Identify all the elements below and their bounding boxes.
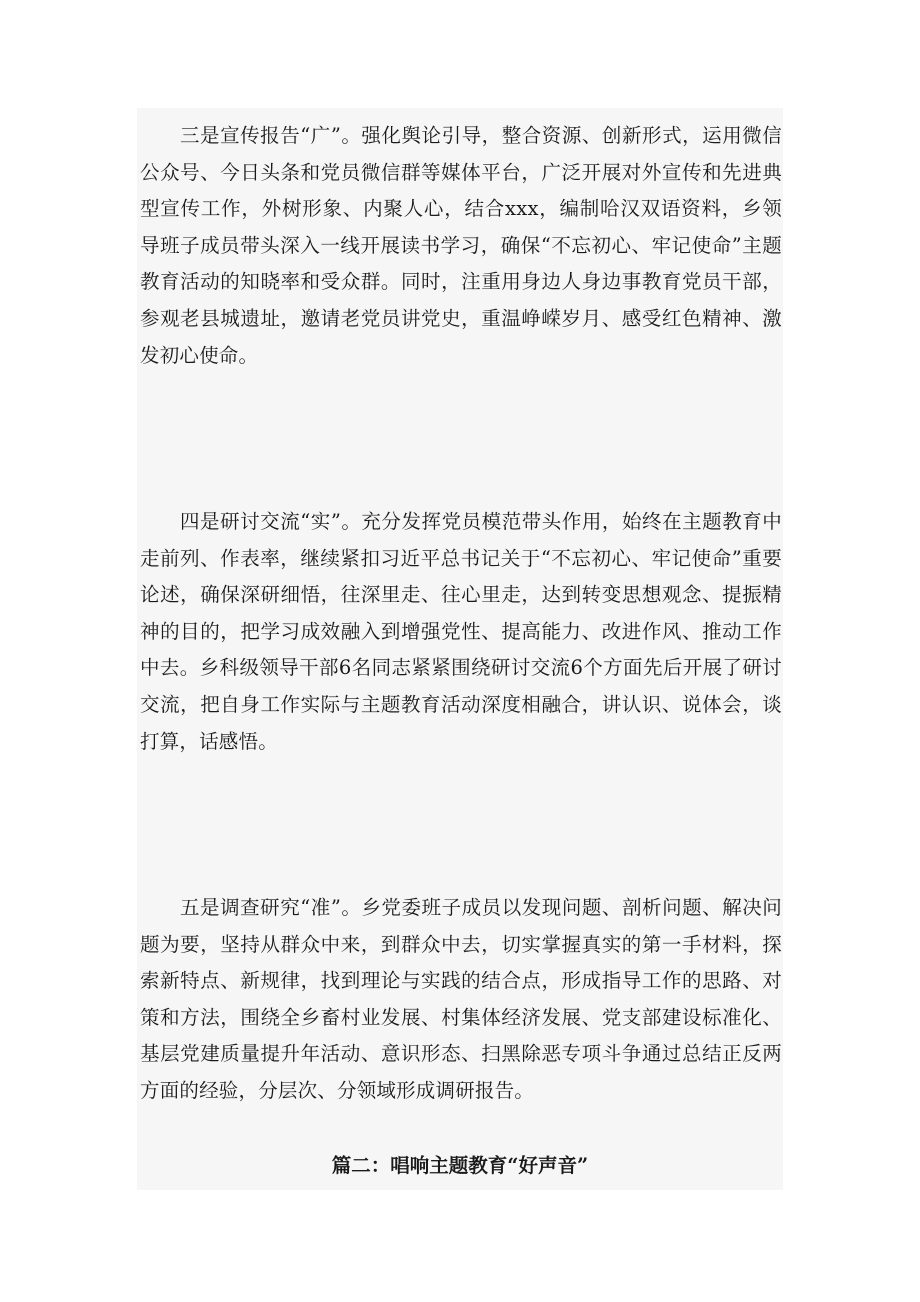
- section-heading-title: 唱响主题教育“好声音”: [390, 1154, 589, 1177]
- paragraph-publicity: 三是宣传报告“广”。强化舆论引导，整合资源、创新形式，运用微信公众号、今日头条和党员微信群等媒体平台，广泛开展对外宣传和先进典型宣传工作，外树形象、内聚人心，结合xxx，编制哈汉双语资料，乡领导班子成员带头深入一线开展读书学习，确保“不忘初心、牢记使命”主题教育活动的知晓率和受众群。同时，注重用身边人身边事教育党员干部，参观老县城遗址，邀请老党员讲党史，重温峥嵘岁月、感受红色精神、激发初心使命。: [140, 124, 782, 367]
- paragraph-discussion: 四是研讨交流“实”。充分发挥党员模范带头作用，始终在主题教育中走前列、作表率，继续紧扣习近平总书记关于“不忘初心、牢记使命”重要论述，确保深研细悟，往深里走、往心里走，达到转变思想观念、提振精神的目的，把学习成效融入到增强党性、提高能力、改进作风、推动工作中去。乡科级领导干部6名同志紧紧围绕研讨交流6个方面先后开展了研讨交流，把自身工作实际与主题教育活动深度相融合，讲认识、说体会，谈打算，话感悟。: [140, 510, 782, 753]
- section-heading: [137, 1150, 783, 1182]
- paragraph-research: 五是调查研究“准”。乡党委班子成员以发现问题、剖析问题、解决问题为要，坚持从群众中来，到群众中去，切实掌握真实的第一手材料，探索新特点、新规律，找到理论与实践的结合点，形成指导工作的思路、对策和方法，围绕全乡畜村业发展、村集体经济发展、党支部建设标准化、基层党建质量提升年活动、意识形态、扫黑除恶专项斗争通过总结正反两方面的经验，分层次、分领域形成调研报告。: [140, 896, 782, 1102]
- section-heading-prefix: 篇二：: [331, 1154, 391, 1177]
